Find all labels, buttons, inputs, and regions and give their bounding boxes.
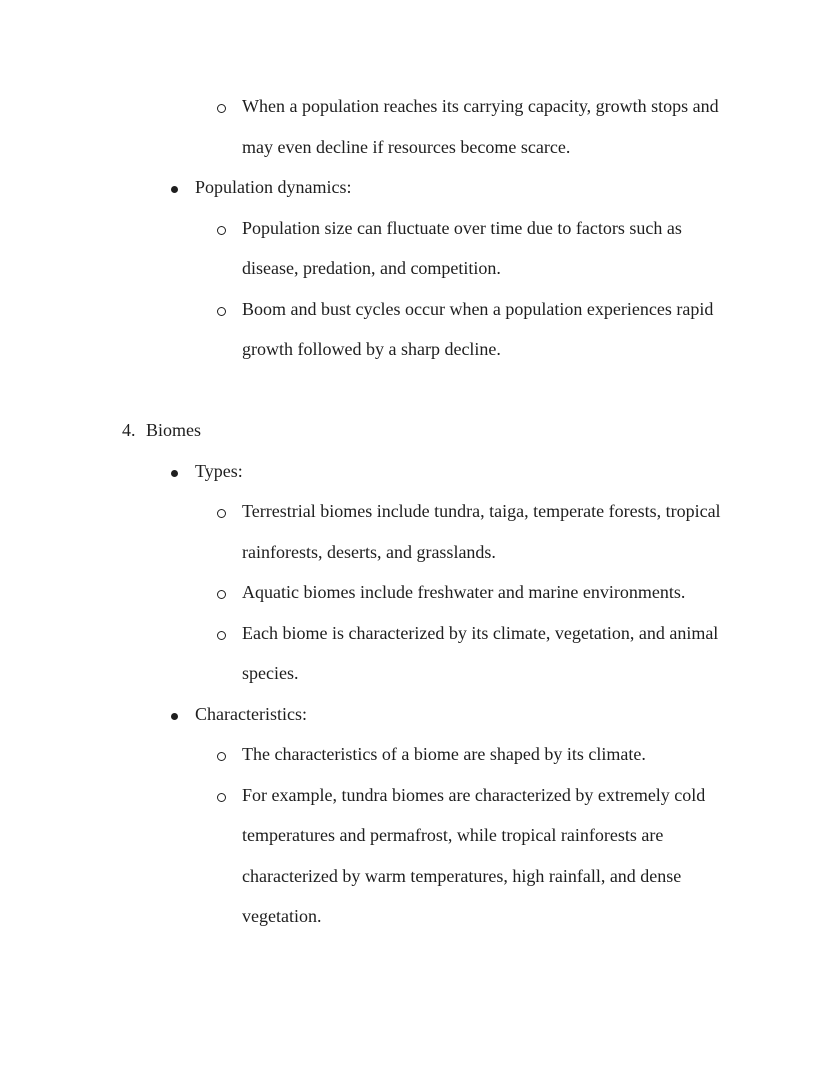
numbered-list-item [0, 410, 828, 451]
document-content [0, 86, 828, 937]
list-item-line: Biomes [146, 420, 202, 440]
list-item-line: When a population reaches its carrying capacity, growth stops and [242, 96, 719, 116]
circle-bullet-icon [217, 793, 226, 802]
list-item [0, 734, 828, 775]
disc-bullet-icon [171, 470, 178, 477]
list-item-line: growth followed by a sharp decline. [242, 339, 501, 359]
list-item-line: disease, predation, and competition. [242, 258, 501, 278]
list-item-line: For example, tundra biomes are characterized by extremely cold [242, 784, 706, 805]
blank-line [0, 370, 828, 411]
list-item-line: species. [242, 663, 299, 683]
list-item [0, 775, 828, 937]
list-item-line: vegetation. [242, 906, 322, 926]
list-item-line: characterized by warm temperatures, high rainfall, and dense [242, 865, 682, 886]
circle-bullet-icon [217, 509, 226, 518]
disc-bullet-icon [171, 186, 178, 193]
list-item-line: temperatures and permafrost, while tropical rainforests are [242, 825, 664, 845]
list-item [0, 694, 828, 735]
list-item [0, 86, 828, 167]
list-number: 4. [122, 420, 136, 440]
list-item [0, 491, 828, 572]
circle-bullet-icon [217, 752, 226, 761]
list-item-line: Each biome is characterized by its climate, vegetation, and animal [242, 622, 719, 643]
list-item [0, 289, 828, 370]
circle-bullet-icon [217, 590, 226, 599]
list-item [0, 451, 828, 492]
list-item-line: Boom and bust cycles occur when a population experiences rapid [242, 298, 714, 319]
list-item [0, 167, 828, 208]
circle-bullet-icon [217, 307, 226, 316]
circle-bullet-icon [217, 226, 226, 235]
list-item-line: Aquatic biomes include freshwater and marine environments. [242, 582, 686, 602]
circle-bullet-icon [217, 104, 226, 113]
list-item [0, 613, 828, 694]
list-item-line: rainforests, deserts, and grasslands. [242, 541, 496, 562]
list-item-line: Types: [195, 460, 243, 481]
list-item-line: may even decline if resources become scarce. [242, 136, 571, 157]
disc-bullet-icon [171, 713, 178, 720]
list-item-line: The characteristics of a biome are shaped by its climate. [242, 744, 646, 764]
list-item [0, 572, 828, 613]
list-item [0, 208, 828, 289]
list-item-line: Terrestrial biomes include tundra, taiga, temperate forests, tropical [242, 501, 721, 521]
list-item-line: Characteristics: [195, 703, 307, 724]
list-item-line: Population size can fluctuate over time due to factors such as [242, 217, 682, 238]
list-item-line: Population dynamics: [195, 177, 352, 197]
circle-bullet-icon [217, 631, 226, 640]
